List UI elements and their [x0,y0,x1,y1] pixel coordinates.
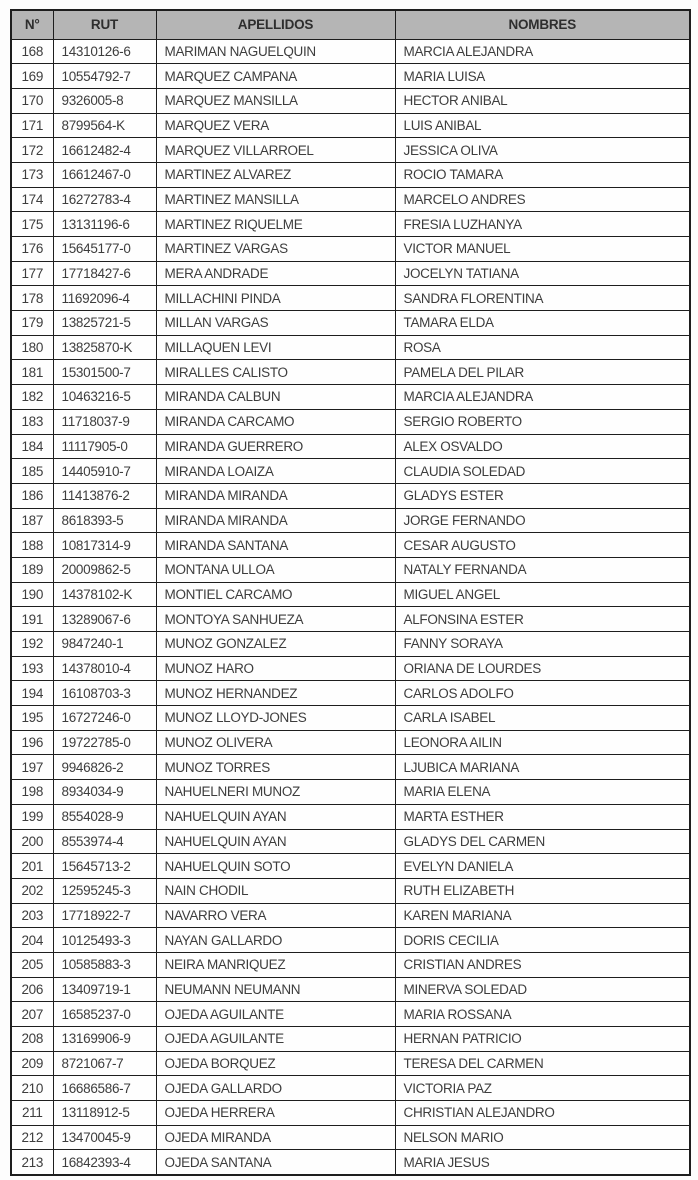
cell-number: 175 [11,212,53,237]
cell-rut: 10463216-5 [53,385,156,410]
header-apellidos: APELLIDOS [156,10,395,39]
cell-nombres: FRESIA LUZHANYA [395,212,690,237]
table-row [11,706,690,731]
cell-nombres: KAREN MARIANA [395,903,690,928]
cell-apellidos: MARTINEZ RIQUELME [156,212,395,237]
cell-nombres: SERGIO ROBERTO [395,409,690,434]
cell-rut: 10125493-3 [53,928,156,953]
cell-number: 212 [11,1125,53,1150]
cell-number: 195 [11,706,53,731]
cell-nombres: MARIA ELENA [395,780,690,805]
cell-nombres: ROCIO TAMARA [395,162,690,187]
cell-nombres: LJUBICA MARIANA [395,755,690,780]
cell-apellidos: MARQUEZ MANSILLA [156,88,395,113]
cell-nombres: EVELYN DANIELA [395,854,690,879]
table-row [11,681,690,706]
cell-rut: 11117905-0 [53,434,156,459]
cell-rut: 17718922-7 [53,903,156,928]
cell-rut: 8799564-K [53,113,156,138]
cell-nombres: GLADYS DEL CARMEN [395,829,690,854]
cell-number: 201 [11,854,53,879]
cell-apellidos: MIRANDA SANTANA [156,533,395,558]
cell-apellidos: MILLAQUEN LEVI [156,335,395,360]
cell-apellidos: MUNOZ LLOYD-JONES [156,706,395,731]
table-row [11,1125,690,1150]
cell-number: 198 [11,780,53,805]
cell-nombres: LEONORA AILIN [395,730,690,755]
cell-apellidos: MILLACHINI PINDA [156,286,395,311]
cell-apellidos: MIRANDA CALBUN [156,385,395,410]
cell-nombres: CRISTIAN ANDRES [395,952,690,977]
cell-rut: 17718427-6 [53,261,156,286]
cell-rut: 16727246-0 [53,706,156,731]
cell-apellidos: NEIRA MANRIQUEZ [156,952,395,977]
cell-rut: 16612482-4 [53,138,156,163]
cell-apellidos: OJEDA BORQUEZ [156,1051,395,1076]
table-header [11,10,690,39]
cell-number: 188 [11,533,53,558]
table-row [11,854,690,879]
cell-nombres: FANNY SORAYA [395,632,690,657]
cell-number: 211 [11,1101,53,1126]
table-row [11,385,690,410]
table-row [11,360,690,385]
cell-number: 196 [11,730,53,755]
cell-nombres: NATALY FERNANDA [395,557,690,582]
cell-apellidos: MIRANDA MIRANDA [156,508,395,533]
table-row [11,755,690,780]
cell-nombres: CLAUDIA SOLEDAD [395,459,690,484]
cell-rut: 8934034-9 [53,780,156,805]
cell-apellidos: MERA ANDRADE [156,261,395,286]
table-row [11,1101,690,1126]
cell-number: 204 [11,928,53,953]
cell-nombres: HERNAN PATRICIO [395,1027,690,1052]
cell-nombres: CHRISTIAN ALEJANDRO [395,1101,690,1126]
cell-number: 190 [11,582,53,607]
table-row [11,64,690,89]
cell-nombres: JORGE FERNANDO [395,508,690,533]
cell-nombres: VICTOR MANUEL [395,237,690,262]
cell-number: 207 [11,1002,53,1027]
cell-nombres: MARIA LUISA [395,64,690,89]
cell-rut: 16842393-4 [53,1150,156,1175]
cell-number: 184 [11,434,53,459]
cell-apellidos: NAHUELQUIN AYAN [156,804,395,829]
cell-apellidos: NAYAN GALLARDO [156,928,395,953]
cell-nombres: CARLOS ADOLFO [395,681,690,706]
cell-number: 176 [11,237,53,262]
cell-number: 200 [11,829,53,854]
cell-rut: 10585883-3 [53,952,156,977]
cell-nombres: ALEX OSVALDO [395,434,690,459]
cell-apellidos: MUNOZ HARO [156,656,395,681]
cell-nombres: MARIA ROSSANA [395,1002,690,1027]
table-row [11,780,690,805]
table-row [11,582,690,607]
roster-table [10,9,691,1176]
cell-apellidos: NAHUELQUIN AYAN [156,829,395,854]
cell-rut: 16108703-3 [53,681,156,706]
table-row [11,656,690,681]
cell-number: 213 [11,1150,53,1175]
cell-rut: 13409719-1 [53,977,156,1002]
cell-rut: 8721067-7 [53,1051,156,1076]
cell-number: 203 [11,903,53,928]
table-row [11,311,690,336]
cell-apellidos: MILLAN VARGAS [156,311,395,336]
cell-apellidos: OJEDA HERRERA [156,1101,395,1126]
table-row [11,162,690,187]
cell-apellidos: OJEDA MIRANDA [156,1125,395,1150]
table-row [11,212,690,237]
table-row [11,829,690,854]
cell-rut: 16612467-0 [53,162,156,187]
cell-rut: 13470045-9 [53,1125,156,1150]
cell-rut: 19722785-0 [53,730,156,755]
cell-number: 183 [11,409,53,434]
table-row [11,1027,690,1052]
cell-rut: 14378010-4 [53,656,156,681]
cell-nombres: GLADYS ESTER [395,483,690,508]
cell-apellidos: OJEDA GALLARDO [156,1076,395,1101]
cell-rut: 11413876-2 [53,483,156,508]
table-row [11,88,690,113]
cell-rut: 14310126-6 [53,39,156,64]
cell-number: 174 [11,187,53,212]
cell-number: 178 [11,286,53,311]
cell-rut: 13169906-9 [53,1027,156,1052]
cell-nombres: MIGUEL ANGEL [395,582,690,607]
cell-number: 210 [11,1076,53,1101]
cell-nombres: MARCIA ALEJANDRA [395,385,690,410]
table-row [11,138,690,163]
cell-apellidos: OJEDA AGUILANTE [156,1002,395,1027]
cell-apellidos: MIRALLES CALISTO [156,360,395,385]
cell-nombres: JESSICA OLIVA [395,138,690,163]
cell-rut: 10817314-9 [53,533,156,558]
table-row [11,903,690,928]
table-row [11,261,690,286]
cell-number: 199 [11,804,53,829]
cell-apellidos: MONTIEL CARCAMO [156,582,395,607]
cell-apellidos: NEUMANN NEUMANN [156,977,395,1002]
cell-number: 179 [11,311,53,336]
cell-rut: 15645177-0 [53,237,156,262]
table-row [11,113,690,138]
cell-rut: 13118912-5 [53,1101,156,1126]
cell-number: 169 [11,64,53,89]
cell-apellidos: MUNOZ TORRES [156,755,395,780]
cell-number: 177 [11,261,53,286]
cell-rut: 9326005-8 [53,88,156,113]
cell-nombres: MARIA JESUS [395,1150,690,1175]
cell-rut: 8618393-5 [53,508,156,533]
cell-nombres: MARCIA ALEJANDRA [395,39,690,64]
cell-number: 171 [11,113,53,138]
cell-number: 168 [11,39,53,64]
cell-apellidos: MARTINEZ MANSILLA [156,187,395,212]
header-nombres: NOMBRES [395,10,690,39]
cell-number: 192 [11,632,53,657]
cell-number: 187 [11,508,53,533]
cell-nombres: JOCELYN TATIANA [395,261,690,286]
table-row [11,1002,690,1027]
table-row [11,977,690,1002]
cell-number: 197 [11,755,53,780]
table-row [11,878,690,903]
cell-number: 180 [11,335,53,360]
cell-rut: 16272783-4 [53,187,156,212]
cell-number: 172 [11,138,53,163]
cell-apellidos: MUNOZ OLIVERA [156,730,395,755]
cell-rut: 13131196-6 [53,212,156,237]
cell-number: 189 [11,557,53,582]
cell-apellidos: MIRANDA GUERRERO [156,434,395,459]
cell-rut: 20009862-5 [53,557,156,582]
cell-rut: 16585237-0 [53,1002,156,1027]
cell-nombres: TERESA DEL CARMEN [395,1051,690,1076]
cell-rut: 14378102-K [53,582,156,607]
table-row [11,1150,690,1175]
cell-apellidos: MARQUEZ VERA [156,113,395,138]
cell-nombres: MARTA ESTHER [395,804,690,829]
cell-number: 205 [11,952,53,977]
cell-number: 193 [11,656,53,681]
cell-nombres: RUTH ELIZABETH [395,878,690,903]
cell-apellidos: MARTINEZ VARGAS [156,237,395,262]
table-row [11,187,690,212]
table-row [11,335,690,360]
cell-number: 209 [11,1051,53,1076]
table-row [11,557,690,582]
cell-nombres: HECTOR ANIBAL [395,88,690,113]
cell-rut: 10554792-7 [53,64,156,89]
cell-apellidos: NAIN CHODIL [156,878,395,903]
cell-rut: 9946826-2 [53,755,156,780]
cell-nombres: TAMARA ELDA [395,311,690,336]
cell-apellidos: MUNOZ HERNANDEZ [156,681,395,706]
table-row [11,483,690,508]
table-row [11,434,690,459]
header-rut: RUT [53,10,156,39]
cell-number: 173 [11,162,53,187]
table-row [11,39,690,64]
cell-rut: 8553974-4 [53,829,156,854]
cell-number: 181 [11,360,53,385]
cell-apellidos: OJEDA SANTANA [156,1150,395,1175]
cell-apellidos: MARTINEZ ALVAREZ [156,162,395,187]
cell-rut: 15301500-7 [53,360,156,385]
cell-nombres: MARCELO ANDRES [395,187,690,212]
cell-number: 191 [11,607,53,632]
table-row [11,952,690,977]
cell-apellidos: NAVARRO VERA [156,903,395,928]
cell-nombres: PAMELA DEL PILAR [395,360,690,385]
table-row [11,533,690,558]
cell-apellidos: MONTANA ULLOA [156,557,395,582]
cell-apellidos: MONTOYA SANHUEZA [156,607,395,632]
cell-number: 194 [11,681,53,706]
cell-nombres: SANDRA FLORENTINA [395,286,690,311]
cell-apellidos: MIRANDA LOAIZA [156,459,395,484]
table-row [11,632,690,657]
table-row [11,459,690,484]
cell-nombres: ROSA [395,335,690,360]
cell-rut: 8554028-9 [53,804,156,829]
cell-rut: 11718037-9 [53,409,156,434]
cell-rut: 9847240-1 [53,632,156,657]
table-row [11,1076,690,1101]
table-row [11,804,690,829]
table-row [11,409,690,434]
cell-nombres: NELSON MARIO [395,1125,690,1150]
table-row [11,237,690,262]
cell-nombres: LUIS ANIBAL [395,113,690,138]
cell-apellidos: MARQUEZ CAMPANA [156,64,395,89]
cell-apellidos: MIRANDA CARCAMO [156,409,395,434]
cell-rut: 13825870-K [53,335,156,360]
cell-nombres: VICTORIA PAZ [395,1076,690,1101]
cell-nombres: ORIANA DE LOURDES [395,656,690,681]
cell-number: 170 [11,88,53,113]
table-body [11,39,690,1175]
cell-number: 182 [11,385,53,410]
cell-apellidos: NAHUELNERI MUNOZ [156,780,395,805]
cell-number: 208 [11,1027,53,1052]
cell-nombres: MINERVA SOLEDAD [395,977,690,1002]
cell-apellidos: MARIMAN NAGUELQUIN [156,39,395,64]
cell-rut: 15645713-2 [53,854,156,879]
header-number: N° [11,10,53,39]
cell-apellidos: MUNOZ GONZALEZ [156,632,395,657]
table-row [11,607,690,632]
cell-number: 185 [11,459,53,484]
cell-rut: 12595245-3 [53,878,156,903]
cell-nombres: CARLA ISABEL [395,706,690,731]
cell-nombres: ALFONSINA ESTER [395,607,690,632]
table-row [11,286,690,311]
cell-number: 206 [11,977,53,1002]
cell-apellidos: NAHUELQUIN SOTO [156,854,395,879]
cell-number: 186 [11,483,53,508]
cell-nombres: DORIS CECILIA [395,928,690,953]
cell-rut: 16686586-7 [53,1076,156,1101]
cell-rut: 11692096-4 [53,286,156,311]
cell-rut: 14405910-7 [53,459,156,484]
cell-rut: 13289067-6 [53,607,156,632]
cell-rut: 13825721-5 [53,311,156,336]
table-row [11,928,690,953]
cell-nombres: CESAR AUGUSTO [395,533,690,558]
cell-apellidos: MIRANDA MIRANDA [156,483,395,508]
header-row [11,10,690,39]
table-row [11,1051,690,1076]
cell-number: 202 [11,878,53,903]
cell-apellidos: MARQUEZ VILLARROEL [156,138,395,163]
table-row [11,730,690,755]
cell-apellidos: OJEDA AGUILANTE [156,1027,395,1052]
table-row [11,508,690,533]
